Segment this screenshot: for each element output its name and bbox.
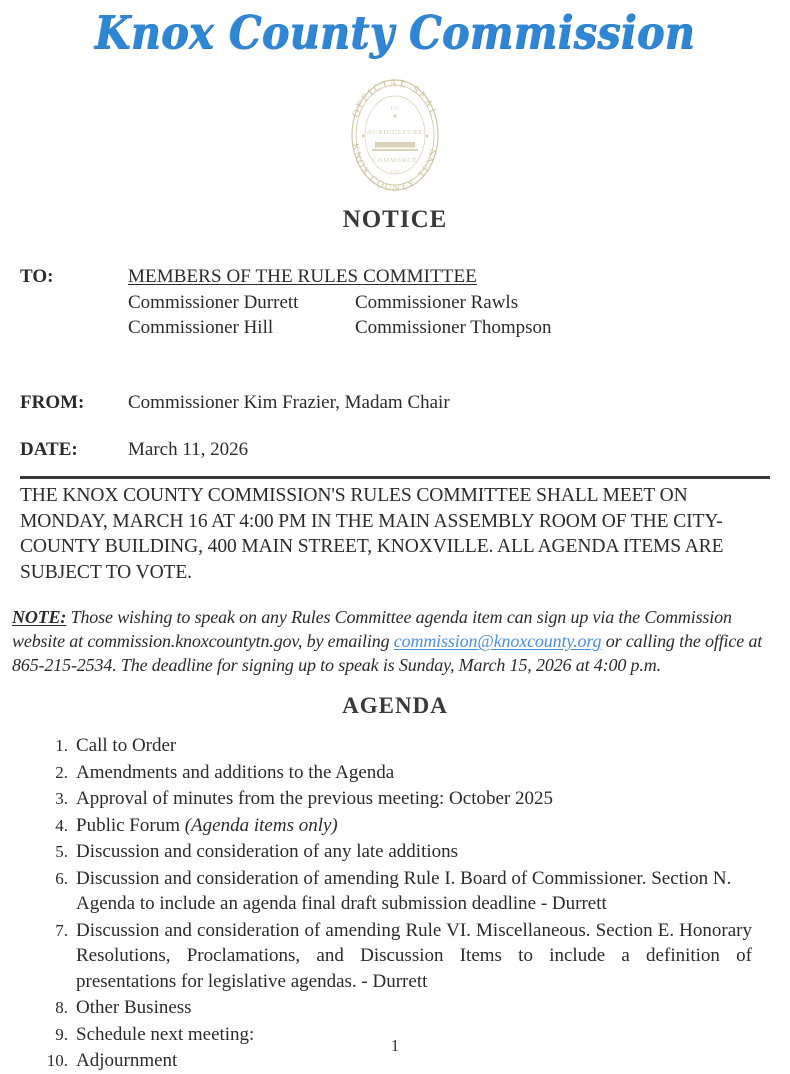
page-number: 1 xyxy=(390,1036,400,1055)
agenda-item-label: Approval of minutes from the previous meeting: October 2025 xyxy=(76,788,554,809)
agenda-item-number: 4. xyxy=(55,815,68,835)
svg-text:AGRICULTURE: AGRICULTURE xyxy=(366,129,424,136)
agenda-item-text xyxy=(76,839,752,865)
svg-text:COMMERCE: COMMERCE xyxy=(372,157,418,164)
agenda-item-text xyxy=(76,733,752,759)
official-seal-icon xyxy=(339,76,451,194)
agenda-item-number: 2. xyxy=(55,762,68,782)
memo-row-date xyxy=(20,437,770,462)
svg-text:OFFICIAL SEAL: OFFICIAL SEAL xyxy=(350,77,440,120)
agenda-item-label: Adjournment xyxy=(76,1050,178,1071)
note-label: NOTE: xyxy=(12,607,67,627)
date-label: DATE: xyxy=(20,439,78,460)
from-value: Commissioner Kim Frazier, Madam Chair xyxy=(128,392,450,413)
svg-text:EST: EST xyxy=(390,107,400,112)
list-item: Commissioner Durrett xyxy=(128,292,299,313)
agenda-item-text xyxy=(76,786,752,812)
memo-row-to xyxy=(20,264,770,340)
agenda-list-item xyxy=(42,760,752,786)
agenda-item-label: Call to Order xyxy=(76,735,177,756)
to-label: TO: xyxy=(20,266,54,287)
agenda-item-number: 3. xyxy=(55,789,68,808)
agenda-list-item xyxy=(42,839,752,865)
agenda-item-number: 8. xyxy=(55,998,68,1017)
agenda-item-number: 6. xyxy=(55,868,68,888)
to-body xyxy=(128,264,770,340)
svg-text:1792: 1792 xyxy=(390,171,400,176)
date-value: March 11, 2026 xyxy=(128,439,249,460)
agenda-list-item xyxy=(42,786,752,812)
note-text-after-link: or calling the office at 865-215-2534. The deadline for signing up to speak is Sunday, March 15, 2026 at 4:00 p.m. xyxy=(12,631,763,675)
agenda-item-text xyxy=(76,813,752,839)
agenda-list-item xyxy=(42,866,752,917)
divider xyxy=(20,476,770,479)
agenda-list-item xyxy=(42,995,752,1021)
agenda-item-label: Other Business xyxy=(76,997,192,1018)
agenda-list-item xyxy=(42,733,752,759)
announcement-text: THE KNOX COUNTY COMMISSION'S RULES COMMITTEE SHALL MEET ON MONDAY, MARCH 16 AT 4:00 PM IN THE MAIN ASSEMBLY ROOM OF THE CITY-COUNTY BUILDING, 400 MAIN STREET, KNOXVILLE. ALL AGENDA ITEMS ARE SUBJECT TO VOTE. xyxy=(20,485,724,583)
agenda-item-number: 1. xyxy=(55,736,68,755)
agenda-item-text xyxy=(76,995,752,1021)
agenda-item-number: 7. xyxy=(55,920,68,940)
agenda-item-emphasis: (Agenda items only) xyxy=(184,814,338,836)
svg-text:KNOX COUNTY, TENN.: KNOX COUNTY, TENN. xyxy=(349,142,441,194)
note-text-before-link: Those wishing to speak on any Rules Committee agenda item can sign up via the Commission website at commission.knoxcountytn.gov, by emailing xyxy=(12,607,732,651)
agenda-item-label: Schedule next meeting: xyxy=(76,1023,255,1045)
agenda-item-label: Discussion and consideration of any late additions xyxy=(76,841,459,862)
notice-heading: NOTICE xyxy=(342,206,448,233)
agenda-item-number: 10. xyxy=(46,1051,68,1070)
recipient-column-left xyxy=(128,290,355,340)
agenda-item-label: Discussion and consideration of amending Rule I. Board of Commissioner. Section N. Agenda to include an agenda final draft submission deadline - Durrett xyxy=(76,867,732,914)
agenda-heading: AGENDA xyxy=(342,693,448,718)
masthead xyxy=(0,0,790,60)
agenda-item-label: Public Forum xyxy=(76,814,185,836)
note-paragraph xyxy=(12,605,778,677)
list-item: Commissioner Hill xyxy=(128,317,274,338)
agenda-item-number: 9. xyxy=(55,1024,68,1044)
agenda-item-label: Discussion and consideration of amending Rule VI. Miscellaneous. Section E. Honorary Resolutions, Proclamations, and Discussion Items to include a definition of presentations for legislative agendas. - Durrett xyxy=(76,919,752,992)
list-item: Commissioner Thompson xyxy=(355,317,552,338)
list-item: Commissioner Rawls xyxy=(355,292,519,313)
agenda-list xyxy=(42,733,752,1074)
agenda-item-label: Amendments and additions to the Agenda xyxy=(76,761,395,783)
agenda-item-number: 5. xyxy=(55,842,68,861)
memo-block xyxy=(0,264,790,462)
recipient-group-title: MEMBERS OF THE RULES COMMITTEE xyxy=(128,266,477,287)
agenda-list-item xyxy=(42,813,752,839)
memo-row-from xyxy=(20,390,770,415)
recipient-columns xyxy=(128,290,770,340)
agenda-item-text xyxy=(76,760,752,786)
agenda-item-text xyxy=(76,866,752,917)
agenda-item-text xyxy=(76,918,752,995)
official-seal xyxy=(0,76,790,194)
agenda-list-item xyxy=(42,918,752,995)
from-label: FROM: xyxy=(20,392,85,413)
page-title: Knox County Commission xyxy=(94,6,696,60)
contact-email-link[interactable]: commission@knoxcounty.org xyxy=(393,631,602,651)
recipient-column-right xyxy=(355,290,582,340)
